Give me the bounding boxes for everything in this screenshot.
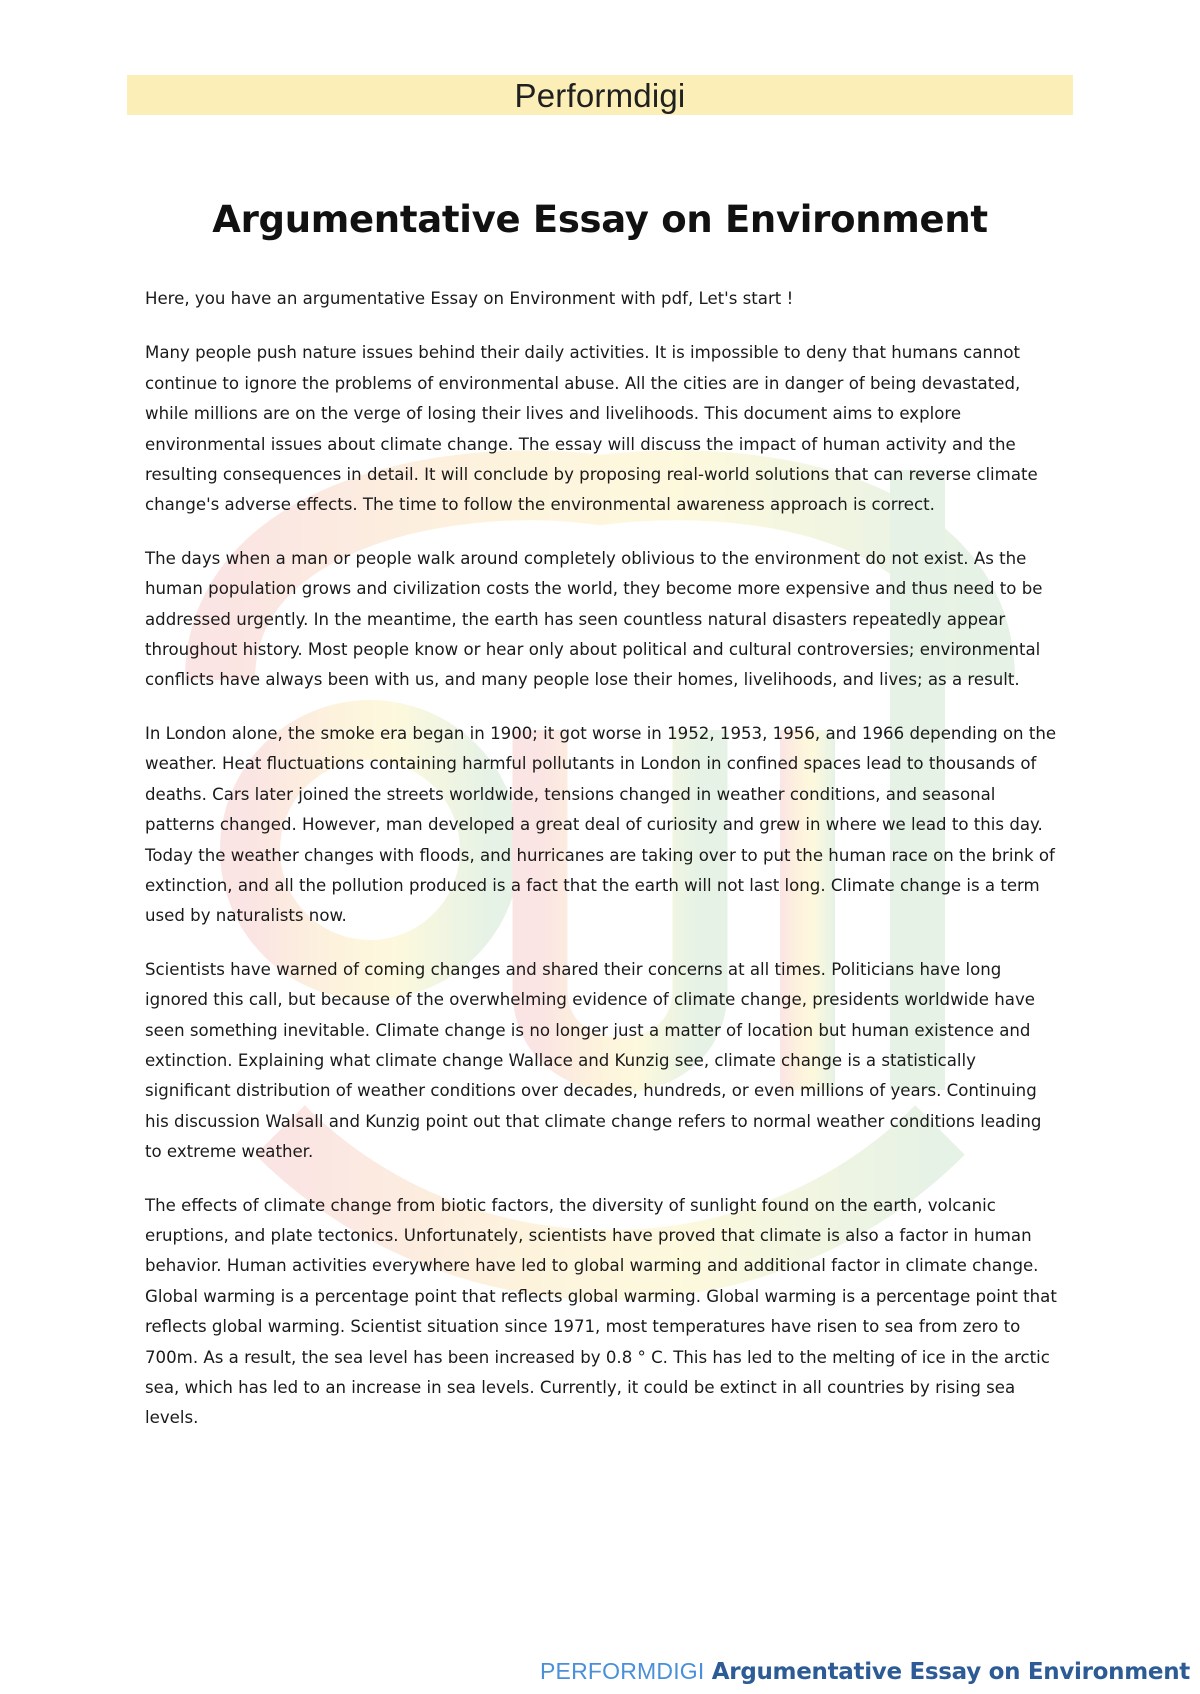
paragraph-2: The days when a man or people walk around completely oblivious to the environment do not exist. As the human population grows and civilization costs the world, they become more expensive and thus need to be addressed urgently. In the meantime, the earth has seen countless natural disasters repeatedly appear throughout history. Most people know or hear only about political and cultural controversies; environmental conflicts have always been with us, and many people lose their homes, livelihoods, and lives; as a result. (145, 548, 1043, 690)
paragraph-1: Many people push nature issues behind their daily activities. It is impossible to deny that humans cannot continue to ignore the problems of environmental abuse. All the cities are in danger of being devastated, while millions are on the verge of losing their lives and livelihoods. This document aims to explore environmental issues about climate change. The essay will discuss the impact of human activity and the resulting consequences in detail. It will conclude by proposing real-world solutions that can reverse climate change's adverse effects. The time to follow the environmental awareness approach is correct. (145, 343, 1038, 515)
header-brand-logo: Performdigi (514, 77, 686, 114)
page-footer (540, 1657, 1190, 1686)
essay-body (145, 284, 1060, 1457)
header-banner (127, 75, 1073, 115)
intro-paragraph: Here, you have an argumentative Essay on Environment with pdf, Let's start ! (145, 289, 794, 308)
footer-brand: PERFORMDIGI (539, 1658, 705, 1684)
footer-title: Argumentative Essay on Environment (711, 1659, 1190, 1685)
paragraph-3: In London alone, the smoke era began in 1900; it got worse in 1952, 1953, 1956, and 1966 depending on the weather. Heat fluctuations containing harmful pollutants in London in confined spaces lead to thousands of deaths. Cars later joined the streets worldwide, tensions changed in weather conditions, and seasonal patterns changed. However, man developed a great deal of curiosity and grew in where we lead to this day. Today the weather changes with floods, and hurricanes are taking over to put the human race on the brink of extinction, and all the pollution produced is a fact that the earth will not last long. Climate change is a term used by naturalists now. (145, 723, 1057, 926)
document-title: Argumentative Essay on Environment (212, 198, 988, 241)
paragraph-5: The effects of climate change from biotic factors, the diversity of sunlight found on the earth, volcanic eruptions, and plate tectonics. Unfortunately, scientists have proved that climate is also a factor in human behavior. Human activities everywhere have led to global warming and additional factor in climate change. Global warming is a percentage point that reflects global warming. Global warming is a percentage point that reflects global warming. Scientist situation since 1971, most temperatures have risen to sea from zero to 700m. As a result, the sea level has been increased by 0.8 ° C. This has led to the melting of ice in the arctic sea, which has led to an increase in sea levels. Currently, it could be extinct in all countries by rising sea levels. (145, 1195, 1057, 1428)
paragraph-4: Scientists have warned of coming changes and shared their concerns at all times. Politicians have long ignored this call, but because of the overwhelming evidence of climate change, presidents worldwide have seen something inevitable. Climate change is no longer just a matter of location but human existence and extinction. Explaining what climate change Wallace and Kunzig see, climate change is a statistically significant distribution of weather conditions over decades, hundreds, or even millions of years. Continuing his discussion Walsall and Kunzig point out that climate change refers to normal weather conditions leading to extreme weather. (145, 959, 1042, 1162)
